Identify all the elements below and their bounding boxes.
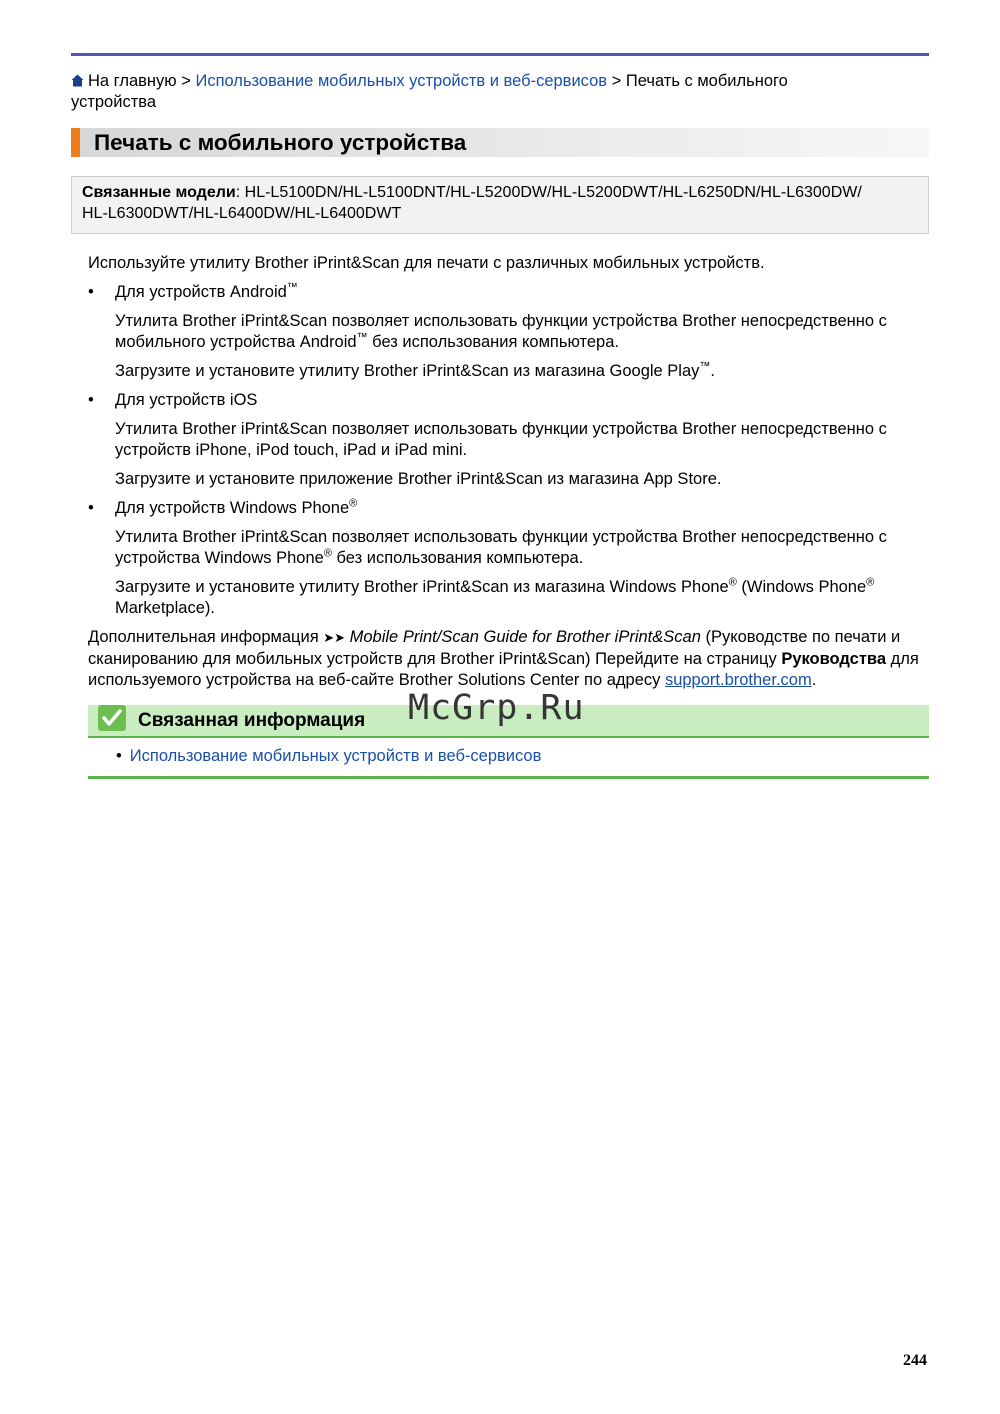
double-arrow-icon: ➤➤	[323, 631, 346, 646]
windows-download	[88, 577, 928, 619]
more-info-suffix: для используемого устройства на веб-сайте Brother Solutions Center по адресу	[88, 650, 919, 689]
android-download-text: Загрузите и установите утилиту Brother iPrint&Scan из магазина Google Play	[115, 362, 700, 380]
registered-mark: ®	[349, 497, 358, 510]
more-info-end: .	[811, 671, 817, 689]
related-info-list	[116, 746, 541, 767]
home-icon[interactable]	[71, 74, 84, 87]
bullet: •	[116, 747, 122, 765]
windows-download-end: Marketplace).	[115, 599, 215, 617]
bullet: •	[88, 283, 94, 301]
title-accent	[71, 128, 80, 157]
more-info-middle: (Руководстве по печати и сканированию для мобильных устройств для Brother iPrint&Scan) Перейдите на страницу	[88, 628, 901, 668]
windows-download-mid: (Windows Phone	[736, 578, 867, 596]
registered-mark: ®	[866, 576, 875, 589]
more-info-paragraph	[88, 627, 928, 691]
android-title: Для устройств Android	[115, 283, 287, 301]
top-rule	[71, 53, 929, 56]
models-colon: :	[235, 184, 241, 201]
android-download	[88, 361, 928, 382]
trademark-mark: ™	[286, 281, 298, 294]
related-link-mobile-services[interactable]: Использование мобильных устройств и веб-сервисов	[129, 747, 542, 765]
related-models-box	[71, 176, 929, 234]
intro-paragraph: Используйте утилиту Brother iPrint&Scan для печати с различных мобильных устройств.	[88, 254, 765, 272]
title-bar	[71, 128, 929, 157]
more-info-prefix: Дополнительная информация	[88, 628, 324, 646]
android-description	[88, 311, 928, 353]
page-number: 244	[903, 1352, 927, 1369]
windows-desc-end: без использования компьютера.	[331, 549, 584, 567]
guide-title: Mobile Print/Scan Guide for Brother iPrint&Scan	[345, 628, 701, 646]
related-info-bottom-rule	[88, 776, 929, 779]
breadcrumb-separator: >	[607, 72, 626, 90]
watermark: McGrp.Ru	[408, 688, 585, 728]
more-info-bold: Руководства	[781, 650, 887, 668]
windows-title: Для устройств Windows Phone	[115, 499, 350, 517]
models-label: Связанные модели	[82, 184, 236, 201]
android-download-end: .	[710, 362, 715, 380]
bullet: •	[88, 391, 94, 409]
breadcrumb-home-link[interactable]: На главную	[88, 72, 177, 90]
trademark-mark: ™	[356, 331, 368, 344]
check-icon	[98, 705, 126, 731]
registered-mark: ®	[728, 576, 737, 589]
support-link[interactable]: support.brother.com	[664, 671, 812, 689]
bullet: •	[88, 499, 94, 517]
list-item-ios	[88, 390, 928, 411]
models-list-line2: HL-L6300DWT/HL-L6400DW/HL-L6400DWT	[82, 205, 402, 222]
android-desc-text-end: без использования компьютера.	[367, 333, 619, 351]
registered-mark: ®	[323, 547, 332, 560]
ios-title: Для устройств iOS	[115, 391, 258, 409]
trademark-mark: ™	[699, 360, 711, 373]
list-item-android	[88, 282, 928, 303]
windows-description	[88, 527, 928, 569]
windows-download-text: Загрузите и установите утилиту Brother iPrint&Scan из магазина Windows Phone	[115, 578, 729, 596]
related-info-title: Связанная информация	[138, 710, 366, 731]
list-item-windows-phone	[88, 498, 928, 519]
breadcrumb-current: Печать с мобильного	[625, 72, 788, 90]
ios-download: Загрузите и установите приложение Brother iPrint&Scan из магазина App Store.	[115, 470, 722, 488]
windows-desc-text: Утилита Brother iPrint&Scan позволяет использовать функции устройства Brother непосредственно с устройства Windows Phone	[115, 528, 887, 567]
page-title: Печать с мобильного устройства	[94, 130, 467, 155]
breadcrumb-current-cont: устройства	[71, 93, 157, 111]
breadcrumb	[71, 71, 901, 113]
android-desc-text: Утилита Brother iPrint&Scan позволяет использовать функции устройства Brother непосредственно с мобильного устройства Android	[115, 312, 887, 351]
models-list-line1: HL-L5100DN/HL-L5100DNT/HL-L5200DW/HL-L5200DWT/HL-L6250DN/HL-L6300DW/	[240, 184, 862, 201]
breadcrumb-mobile-services-link[interactable]: Использование мобильных устройств и веб-сервисов	[195, 72, 608, 90]
breadcrumb-separator: >	[176, 72, 196, 90]
main-content	[88, 253, 928, 699]
ios-description: Утилита Brother iPrint&Scan позволяет использовать функции устройства Brother непосредственно с устройств iPhone, iPod touch, iPad и iPad mini.	[115, 420, 887, 459]
